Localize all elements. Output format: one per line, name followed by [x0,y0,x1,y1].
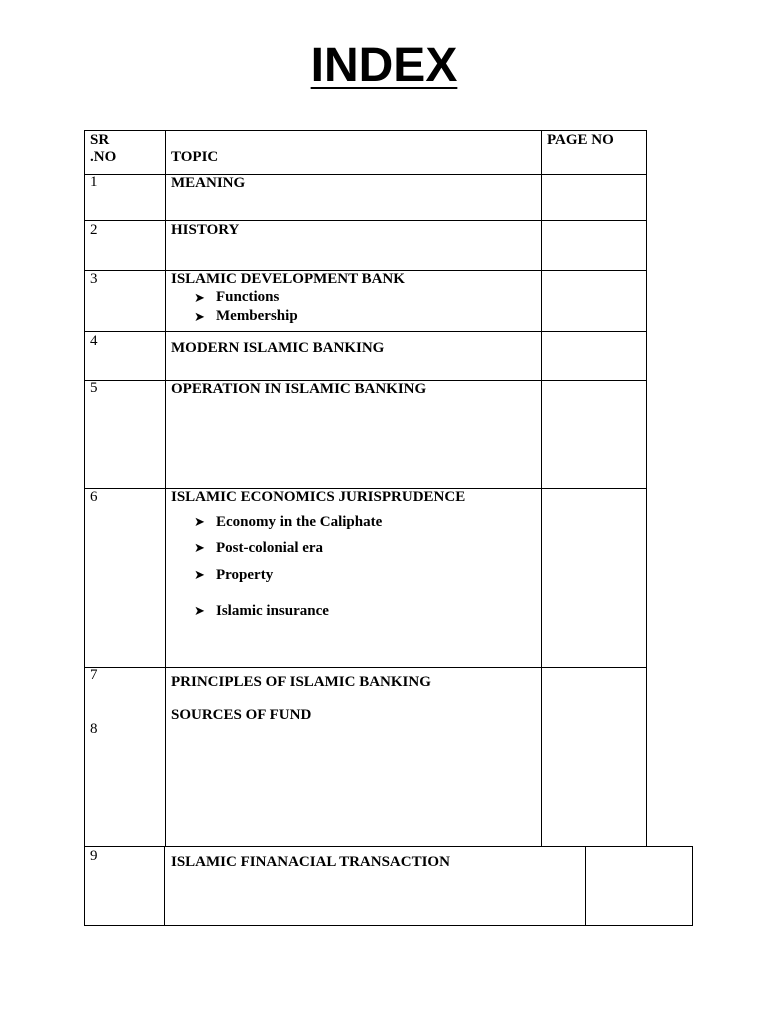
row-subitem: Membership [216,308,298,324]
header-no-label: .NO [90,149,117,165]
header-topic-label: TOPIC [171,149,219,165]
row-topic: PRINCIPLES OF ISLAMIC BANKING [171,674,431,690]
row-subitem: Post-colonial era [216,540,324,556]
arrowhead-bullet-icon: ➤ [194,514,205,529]
arrowhead-bullet-icon: ➤ [194,309,205,324]
row-sr-number: 1 [90,174,98,190]
page-cell [541,380,647,489]
page-title: INDEX [310,39,458,92]
row-subitem: Functions [216,289,280,305]
row-sr-number: 4 [90,333,98,349]
sr-cell [84,488,166,668]
row-sr-number: 6 [90,489,98,505]
row-subitem: Islamic insurance [216,603,329,619]
page-cell [541,488,647,668]
row-sr-number: 9 [90,848,98,864]
arrowhead-bullet-icon: ➤ [194,290,205,305]
row-topic: ISLAMIC FINANACIAL TRANSACTION [171,854,450,870]
row-sr-number: 3 [90,271,98,287]
row-topic: SOURCES OF FUND [171,707,312,723]
row-topic: OPERATION IN ISLAMIC BANKING [171,381,427,397]
page-cell [541,331,647,381]
header-sr-label: SR [90,132,110,148]
sr-cell [84,667,166,847]
row-subitem: Property [216,567,274,583]
row-topic: ISLAMIC DEVELOPMENT BANK [171,271,405,287]
row-sr-number: 7 [90,667,98,683]
page-cell [541,270,647,332]
header-page-label: PAGE NO [547,132,614,148]
page-cell [541,667,647,847]
row-topic: MEANING [171,175,246,191]
row-subitem: Economy in the Caliphate [216,514,383,530]
arrowhead-bullet-icon: ➤ [194,540,205,555]
row-topic: ISLAMIC ECONOMICS JURISPRUDENCE [171,489,466,505]
row-sr-number: 8 [90,721,98,737]
page-cell [585,846,693,926]
row-topic: HISTORY [171,222,240,238]
page-cell [541,220,647,271]
arrowhead-bullet-icon: ➤ [194,567,205,582]
row-topic: MODERN ISLAMIC BANKING [171,340,385,356]
topic-cell [165,667,542,847]
arrowhead-bullet-icon: ➤ [194,603,205,618]
row-sr-number: 2 [90,222,98,238]
page-cell [541,174,647,221]
header-topic-cell [165,130,542,175]
row-sr-number: 5 [90,380,98,396]
